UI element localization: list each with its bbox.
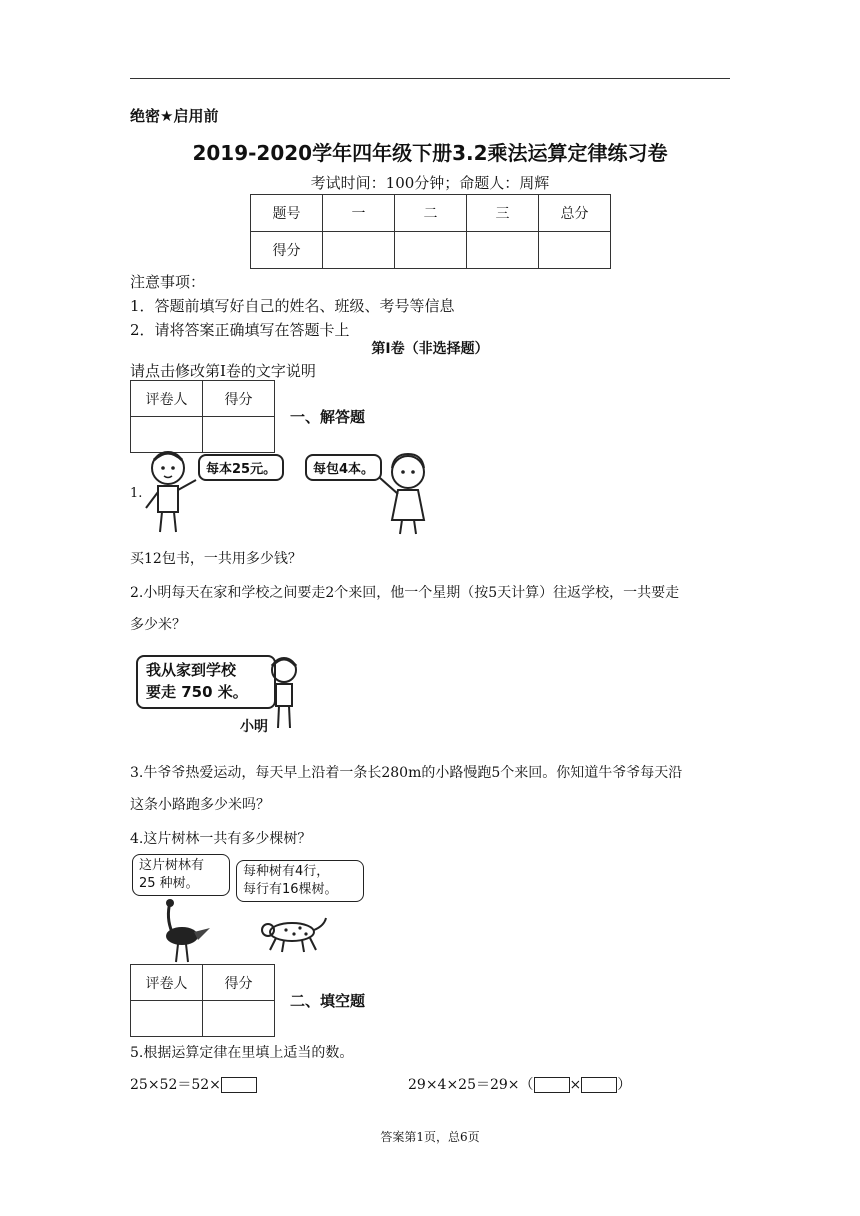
- question-text: 5.根据运算定律在里填上适当的数。: [130, 1045, 354, 1061]
- score-header-cell: 题号: [251, 195, 323, 232]
- confidential-label: 绝密★启用前: [130, 107, 219, 125]
- question-text: 3.牛爷爷热爱运动，每天早上沿着一条长280m的小路慢跑5个来回。你知道牛爷爷每天沿: [130, 765, 683, 781]
- question-text: 买12包书，一共用多少钱？: [130, 551, 302, 567]
- bubble-line: 这片树林有: [139, 858, 205, 873]
- bubble-line: 每行有16棵树。: [243, 882, 338, 897]
- score-row-label: 得分: [251, 232, 323, 269]
- boy-illustration: [140, 446, 200, 538]
- score-cell: [539, 232, 611, 269]
- leopard-illustration: [256, 912, 328, 954]
- equation-text: ×: [569, 1077, 582, 1093]
- grader-cell: [131, 1001, 203, 1037]
- score-cell: [467, 232, 539, 269]
- section-title: 二、填空题: [290, 992, 366, 1010]
- grader-table: [130, 380, 275, 453]
- equation-text: 25×52＝52×: [130, 1077, 221, 1093]
- speech-bubble-pack: 每包4本。: [305, 454, 382, 481]
- score-table: [250, 194, 611, 269]
- page-footer: 答案第1页，总6页: [380, 1130, 480, 1144]
- question-number: 1.: [130, 486, 143, 501]
- score-header-cell: 三: [467, 195, 539, 232]
- xiaoming-illustration: [262, 654, 306, 734]
- speech-bubble-tree-types: [132, 854, 230, 896]
- notes-item: 1．答题前填写好自己的姓名、班级、考号等信息: [130, 297, 455, 315]
- volume-title: 第I卷（非选择题）: [371, 341, 489, 357]
- speech-bubble-distance: [136, 655, 276, 709]
- bubble-line: 每种树有4行，: [243, 864, 330, 879]
- character-name: 小明: [240, 719, 268, 735]
- score-cell: [395, 232, 467, 269]
- score-header-cell: 总分: [539, 195, 611, 232]
- notes: [130, 270, 455, 342]
- equation-1: [130, 1074, 257, 1094]
- exam-info: 考试时间：100分钟；命题人：周辉: [310, 174, 550, 192]
- bubble-line: 我从家到学校: [146, 661, 237, 679]
- grader-header: 评卷人: [131, 965, 203, 1001]
- equation-2: [408, 1074, 631, 1094]
- answer-box[interactable]: [221, 1077, 257, 1093]
- bubble-line: 要走 750 米。: [146, 683, 248, 701]
- ostrich-illustration: [150, 898, 214, 964]
- grader-header: 得分: [203, 965, 275, 1001]
- score-header-cell: 一: [323, 195, 395, 232]
- grader-cell: [203, 1001, 275, 1037]
- header-rule: [130, 78, 730, 79]
- score-cell: [323, 232, 395, 269]
- answer-box[interactable]: [534, 1077, 570, 1093]
- girl-illustration: [376, 450, 436, 538]
- volume-hint: 请点击修改第I卷的文字说明: [130, 362, 316, 380]
- bubble-line: 25 种树。: [139, 876, 199, 891]
- notes-heading: 注意事项：: [130, 273, 206, 291]
- score-header-cell: 二: [395, 195, 467, 232]
- grader-table: [130, 964, 275, 1037]
- section-title: 一、解答题: [290, 408, 366, 426]
- equation-text: ）: [617, 1077, 632, 1093]
- equation-text: 29×4×25＝29×（: [408, 1077, 534, 1093]
- speech-bubble-tree-rows: [236, 860, 364, 902]
- page-title: 2019-2020学年四年级下册3.2乘法运算定律练习卷: [192, 141, 668, 165]
- question-text: 4.这片树林一共有多少棵树？: [130, 831, 312, 847]
- grader-cell: [203, 417, 275, 453]
- speech-bubble-price: 每本25元。: [198, 454, 284, 481]
- notes-item: 2．请将答案正确填写在答题卡上: [130, 321, 350, 339]
- answer-box[interactable]: [581, 1077, 617, 1093]
- grader-header: 评卷人: [131, 381, 203, 417]
- grader-header: 得分: [203, 381, 275, 417]
- question-text: 2.小明每天在家和学校之间要走2个来回，他一个星期（按5天计算）往返学校，一共要走: [130, 585, 680, 601]
- question-text: 这条小路跑多少米吗？: [130, 797, 270, 813]
- question-text: 多少米？: [130, 617, 186, 633]
